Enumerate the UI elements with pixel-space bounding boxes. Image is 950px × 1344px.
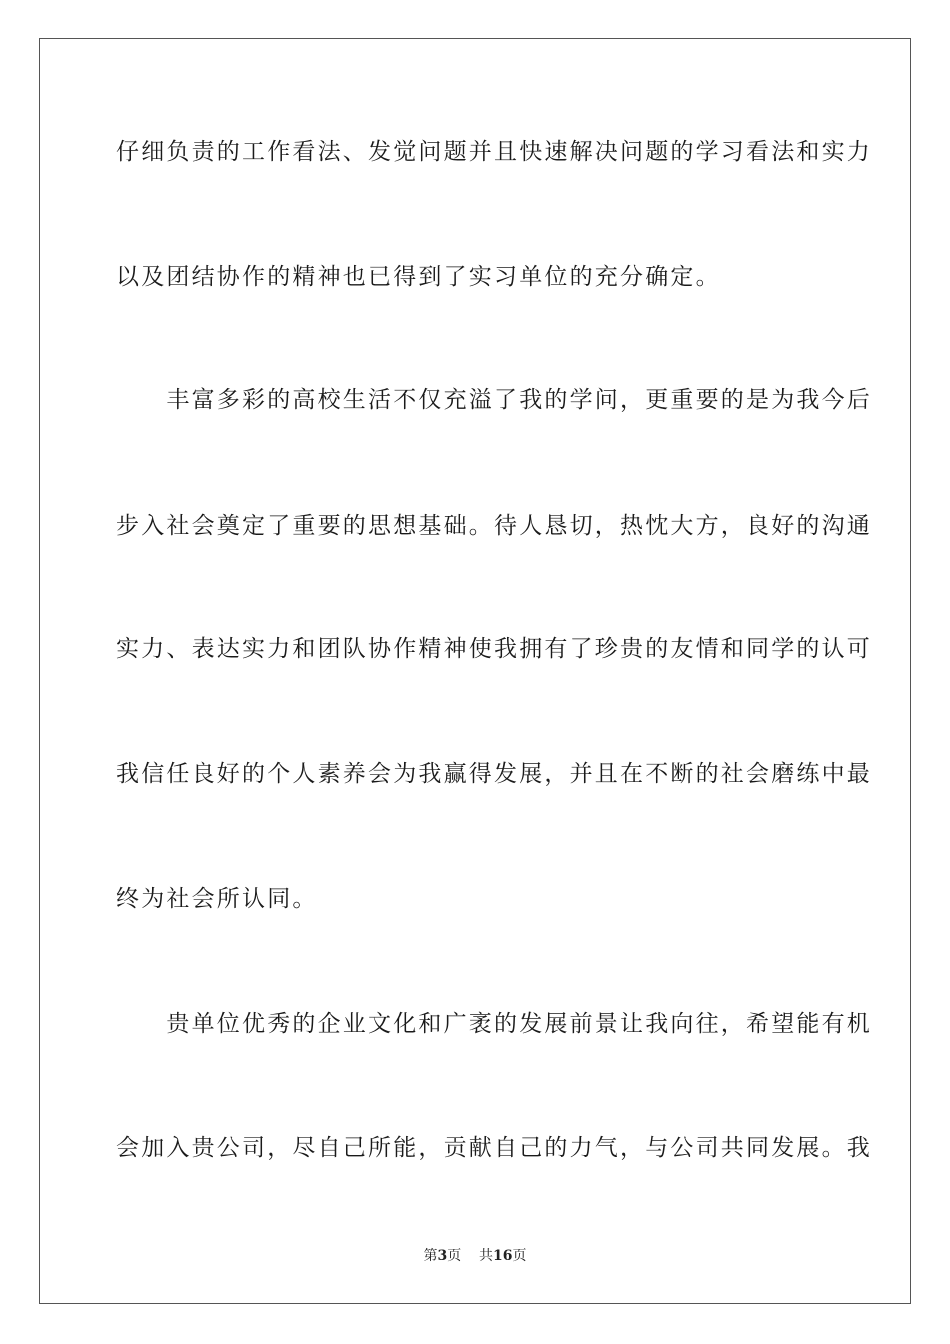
page-frame (39, 38, 911, 1304)
body-line-8: 贵单位优秀的企业文化和广袤的发展前景让我向往，希望能有机 (116, 1011, 872, 1037)
footer-page-prefix: 第 (423, 1248, 438, 1264)
footer-total-prefix: 共 (479, 1248, 494, 1264)
body-line-9: 会加入贵公司，尽自己所能，贡献自己的力气，与公司共同发展。我 (116, 1135, 872, 1161)
body-line-4: 步入社会奠定了重要的思想基础。待人恳切，热忱大方，良好的沟通 (116, 513, 872, 539)
footer-page-suffix: 页 (447, 1248, 462, 1264)
body-line-5: 实力、表达实力和团队协作精神使我拥有了珍贵的友情和同学的认可 (116, 636, 872, 662)
footer-total-suffix: 页 (512, 1248, 527, 1264)
body-line-6: 我信任良好的个人素养会为我赢得发展，并且在不断的社会磨练中最 (116, 761, 872, 787)
body-line-2: 以及团结协作的精神也已得到了实习单位的充分确定。 (116, 264, 721, 290)
page-footer (0, 1246, 950, 1266)
body-line-1: 仔细负责的工作看法、发觉问题并且快速解决问题的学习看法和实力 (116, 139, 872, 165)
body-line-7: 终为社会所认同。 (116, 886, 318, 912)
footer-total-pages: 16 (493, 1248, 513, 1264)
body-line-3: 丰富多彩的高校生活不仅充溢了我的学问，更重要的是为我今后 (116, 387, 872, 413)
footer-page-number: 3 (437, 1248, 448, 1264)
